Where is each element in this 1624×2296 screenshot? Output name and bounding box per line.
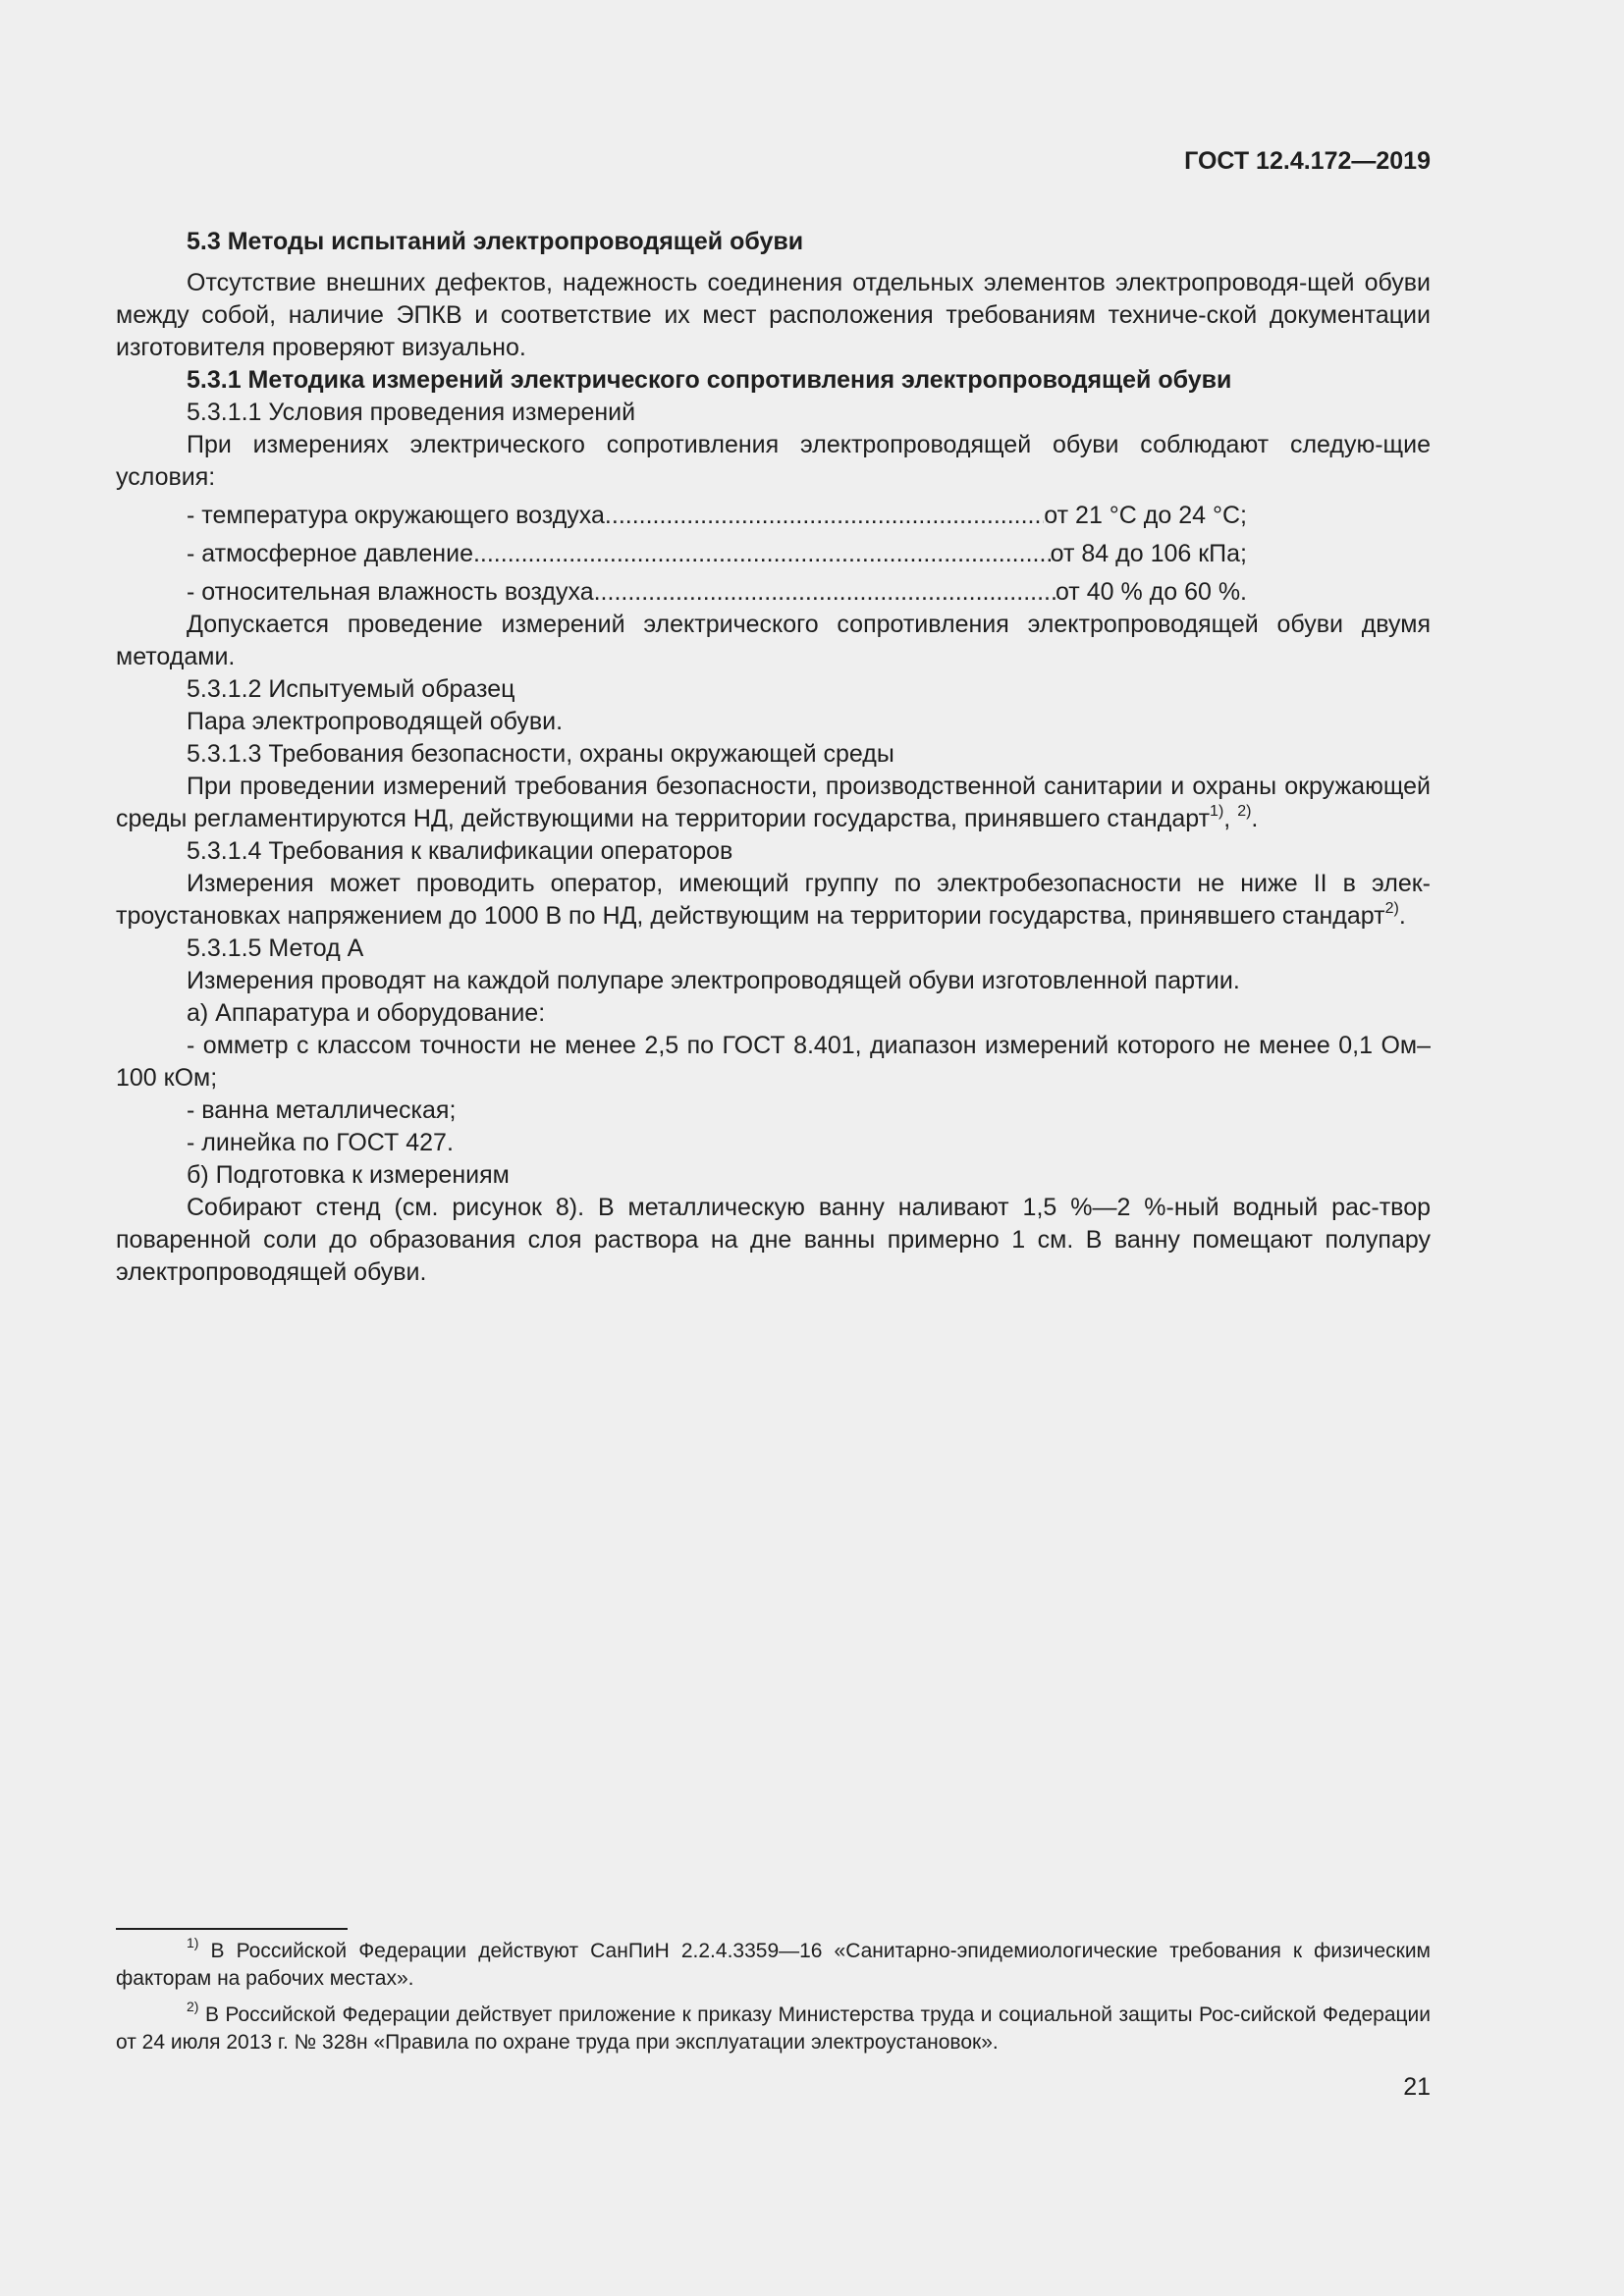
preparation-title: б) Подготовка к измерениям: [187, 1161, 510, 1189]
dot-leader: [594, 576, 1056, 609]
clause-text-5-3-1-2: Пара электропроводящей обуви.: [187, 708, 564, 735]
condition-label: - атмосферное давление: [187, 540, 473, 567]
clause-title-5-3-1-4: 5.3.1.4 Требования к квалификации операторов: [187, 837, 733, 865]
footnote-mark: 2): [187, 1999, 199, 2014]
clause-title-5-3-1-2: 5.3.1.2 Испытуемый образец: [187, 675, 515, 703]
dot-leader: [473, 538, 1051, 570]
clause-title-5-3-1-3: 5.3.1.3 Требования безопасности, охраны окружающей среды: [187, 740, 894, 768]
condition-label: - относительная влажность воздуха: [187, 578, 594, 606]
clause-title-5-3-1-1: 5.3.1.1 Условия проведения измерений: [187, 399, 636, 426]
footnotes: [116, 1935, 1431, 2056]
equipment-title: а) Аппаратура и оборудование:: [187, 999, 546, 1027]
footnote-text: В Российской Федерации действуют СанПиН 2.2.4.3359—16 «Санитарно-эпидемиологические требования к физическим факторам на рабочих местах».: [116, 1940, 1431, 1990]
dot-leader: [605, 500, 1044, 532]
equipment-item-ohmmeter: - омметр с классом точности не менее 2,5 по ГОСТ 8.401, диапазон измерений которого не менее 0,1 Ом–100 кОм;: [116, 1032, 1431, 1092]
footnote-ref: 2): [1384, 899, 1399, 917]
subsection-title-5-3-1: 5.3.1 Методика измерений электрического сопротивления электропроводящей обуви: [187, 366, 1232, 394]
clause-text-5-3-1-5: Измерения проводят на каждой полупаре электропроводящей обуви изготовленной партии.: [187, 967, 1240, 994]
clause-end: .: [1398, 902, 1406, 930]
condition-temperature: [187, 500, 1247, 532]
clause-text-5-3-1-4: [116, 868, 1431, 933]
main-content: [116, 226, 1431, 1289]
footnote-1: [116, 1935, 1431, 1993]
clause-text-5-3-1-1: При измерениях электрического сопротивления электропроводящей обуви соблюдают следую-щие условия:: [116, 431, 1431, 491]
condition-pressure: [187, 538, 1247, 570]
clause-text: При проведении измерений требования безопасности, производственной санитарии и охраны окружающей среды регламентируются НД, действующими на территории государства, принявшего стандарт: [116, 773, 1431, 832]
section-5-3-intro: Отсутствие внешних дефектов, надежность соединения отдельных элементов электропроводя-щей обуви между собой, наличие ЭПКВ и соответствие их мест расположения требованиям техниче-ской документации изготовителя проверяют визуально.: [116, 269, 1431, 361]
footnote-ref: 1): [1210, 802, 1224, 820]
clause-text: Измерения может проводить оператор, имеющий группу по электробезопасности не ниже II в элек-троустановках напряжением до 1000 В по НД, действующим на территории государства, принявшего стандарт: [116, 870, 1431, 930]
equipment-item-ruler: - линейка по ГОСТ 427.: [187, 1129, 454, 1156]
preparation-text: Собирают стенд (см. рисунок 8). В металлическую ванну наливают 1,5 %—2 %-ный водный рас-твор поваренной соли до образования слоя раствора на дне ванны примерно 1 см. В ванну помещают полупару электропроводящей обуви.: [116, 1194, 1431, 1286]
footnote-separator: [116, 1928, 348, 1930]
footnote-mark: 1): [187, 1935, 199, 1950]
footnote-2: [116, 1999, 1431, 2056]
condition-value: от 84 до 106 кПа;: [1050, 540, 1247, 567]
clause-end: .: [1251, 805, 1259, 832]
clause-title-5-3-1-5: 5.3.1.5 Метод А: [187, 934, 364, 962]
page-number: 21: [1403, 2073, 1431, 2101]
condition-humidity: [187, 576, 1247, 609]
clause-text-5-3-1-3: [116, 771, 1431, 835]
footnote-text: В Российской Федерации действует приложение к приказу Министерства труда и социальной защиты Рос-сийской Федерации от 24 июля 2013 г. № 328н «Правила по охране труда при эксплуатации электроустановок».: [116, 2003, 1431, 2054]
document-code-header: ГОСТ 12.4.172—2019: [1184, 147, 1431, 175]
equipment-item-bath: - ванна металлическая;: [187, 1096, 457, 1124]
condition-value: от 21 °С до 24 °С;: [1044, 502, 1247, 529]
footnote-ref-separator: ,: [1223, 805, 1238, 832]
section-title-5-3: 5.3 Методы испытаний электропроводящей обуви: [187, 228, 804, 255]
footnote-ref: 2): [1237, 802, 1252, 820]
methods-note: Допускается проведение измерений электрического сопротивления электропроводящей обуви двумя методами.: [116, 611, 1431, 670]
condition-label: - температура окружающего воздуха: [187, 502, 605, 529]
condition-value: от 40 % до 60 %.: [1055, 578, 1247, 606]
